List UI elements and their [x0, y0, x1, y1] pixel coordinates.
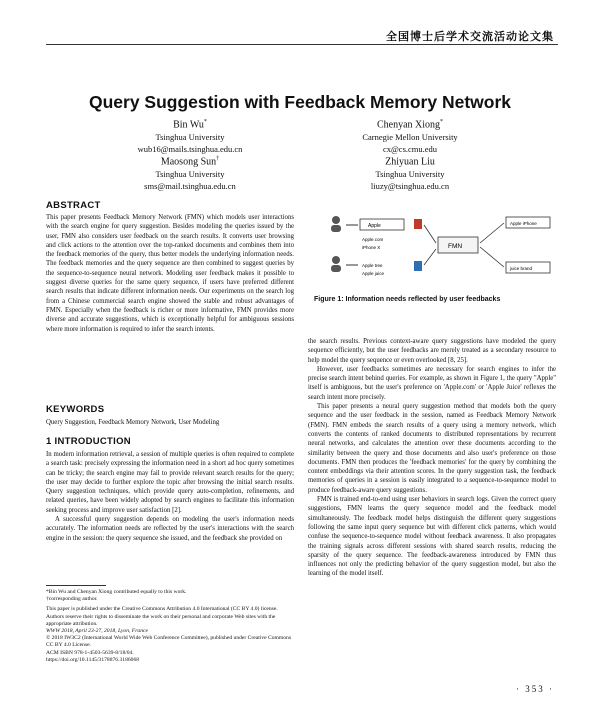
- author-name: Chenyan Xiong: [376, 119, 441, 131]
- author-block-4: [310, 153, 510, 192]
- footnote-2: †corresponding author.: [46, 596, 98, 603]
- doi-link: https://doi.org/10.1145/3178876.3186068: [46, 656, 140, 663]
- author-affiliation: Tsinghua University: [155, 169, 225, 180]
- doc-label: Apple juice: [362, 271, 385, 276]
- footnote-rule: [46, 585, 106, 586]
- fmn-box: [438, 237, 478, 253]
- right-paragraph-2: However, user feedbacks sometimes are necessary for search engines to infer the precise search intent behind queries. For example, as shown in Figure 1, the query "Apple" itself is ambiguous, but the user's preference on 'Apple.com' or 'Apple Juice' reflexes the search intent more precisely.: [308, 365, 556, 401]
- page-number: · 353 ·: [516, 684, 554, 694]
- venue-note: WWW 2018, April 23-27, 2018, Lyon, France: [46, 628, 148, 635]
- license-note: This paper is published under the Creative Commons Attribution 4.0 International (CC BY 4.0) license. Authors reserve their rights to disseminate the work on their personal and corporate Web sites with the appropriate attribution.: [46, 606, 278, 627]
- header-rule: [46, 44, 558, 45]
- intro-text: [46, 450, 294, 543]
- running-header: 全国博士后学术交流活动论文集: [386, 30, 554, 43]
- doc-label: Apple tree: [362, 263, 383, 268]
- user-icon: [331, 216, 341, 232]
- figure-1-diagram: [314, 205, 554, 285]
- right-paragraph-1: the search results. Previous context-aware query suggestions have modeled the query sequence efficiently, but the user feedbacks are merely treated as a secondary resource to help model the query sequence or even overlooked [8, 25].: [308, 338, 556, 364]
- arrow: [480, 247, 504, 267]
- doc-label: Apple.com: [362, 237, 384, 242]
- author-affiliation: Tsinghua University: [155, 132, 225, 143]
- author-block-1: [90, 116, 290, 155]
- acm-isbn: ACM ISBN 978-1-4503-5639-8/18/04.: [46, 649, 134, 656]
- right-paragraph-4: FMN is trained end-to-end using user behaviors in search logs. Given the correct query suggestions, FMN learns the query sequence model and the feedback model simultaneously. The feedback model helps distinguish the different query suggestions following the same input query sequence but with different click patterns, which would confuse the sequence-to-sequence model without feedback awareness. It also propagates the training signals across different sessions with shared search results, reducing the sparsity of the query sequence. The feedback-awareness introduced by FMN thus influences not only the predicting behavior of the query suggestion model, but also the learning of the model itself.: [308, 496, 556, 578]
- copyright-note: © 2018 IW3C2 (International World Wide Web Conference Committee), published under Creative Commons CC BY 4.0 License.: [46, 635, 291, 649]
- query-box: [360, 219, 404, 230]
- abstract-heading: ABSTRACT: [46, 200, 101, 211]
- author-mark: †: [216, 156, 220, 162]
- author-email: cx@cs.cmu.edu: [382, 144, 438, 155]
- right-column-text: [308, 337, 556, 579]
- author-name: Bin Wu: [173, 119, 204, 131]
- author-block-3: [90, 153, 290, 192]
- paper-title: Query Suggestion with Feedback Memory Network: [88, 92, 512, 112]
- author-name: Maosong Sun: [160, 156, 217, 168]
- author-affiliation: Tsinghua University: [375, 169, 445, 180]
- arrow: [480, 223, 504, 243]
- keywords-heading: KEYWORDS: [46, 404, 105, 415]
- output-label: Apple iPhone: [510, 221, 537, 226]
- blue-marker: [414, 261, 422, 271]
- user-icon: [331, 256, 341, 272]
- red-marker: [414, 219, 422, 229]
- author-name: Zhiyuan Liu: [385, 156, 435, 168]
- doc-label: iPhone X: [362, 245, 381, 250]
- author-email: wub16@mails.tsinghua.edu.cn: [137, 144, 243, 155]
- author-mark: *: [440, 119, 444, 125]
- intro-heading: 1 INTRODUCTION: [46, 436, 131, 447]
- intro-paragraph-1: In modern information retrieval, a session of multiple queries is often required to complete a search task: precisely expressing the information need in a short ad hoc query sometimes can be tricky; the search engine may fail to provide relevant search results for the query; the user may decide to further explore the topic after browsing the initial search results. Query suggestion techniques, which provide query auto-completion, refinements, and related queries, have been widely adopted by search engines to facilitate this information seeking process and improve user satisfaction [2].: [46, 451, 294, 514]
- author-email: liuzy@tsinghua.edu.cn: [370, 181, 450, 192]
- intro-paragraph-2: A successful query suggestion depends on modeling the user's information needs accurately. The information needs are reflected by the user's interactions with the search engine in the session: the query sequence she issued, and the feedback she provided on: [46, 516, 294, 542]
- keywords-text: Query Suggestion, Feedback Memory Network, User Modeling: [46, 419, 220, 426]
- footnotes: [46, 589, 294, 664]
- output-box-1: [506, 217, 550, 228]
- author-block-2: [310, 116, 510, 155]
- abstract-paragraph: This paper presents Feedback Memory Network (FMN) which models user interactions with the search engine for query suggestion. Besides modeling the queries issued by the user, FMN also considers user feedback on the search results. It converts user browsing and click actions to the attention over the top-ranked documents and combines them into the feedback memories of the query, thus better models the underlying information needs. The feedback memories and the query sequence are then combined to suggest queries by the sequence-to-sequence neural network. Modeling user feedback makes it possible to suggest diverse queries for the same query sequence, if users have preferred different search results that indicate different information needs. Our experiments on the search log from a Chinese commercial search engine showed the stable and robust advantages of FMN. Especially when the feedback is richer or more informative, FMN provides more diverse and accurate suggestions, which is exceptionally helpful for ambiguous sessions where more information is required to infer the search intents.: [46, 214, 294, 333]
- query-label: Apple: [368, 223, 381, 229]
- model-label: FMN: [448, 243, 463, 250]
- footnote-1: *Bin Wu and Chenyan Xiong contributed equally to this work.: [46, 589, 187, 595]
- figure-caption: Figure 1: Information needs reflected by user feedbacks: [314, 296, 501, 303]
- output-label: juice brand: [510, 266, 533, 271]
- right-paragraph-3: This paper presents a neural query suggestion method that models both the query sequence and the user feedback in the session, named as Feedback Memory Network (FMN). FMN embeds the search results of a query using a memory network, which converts the contents of ranked documents to distributed representations by recurrent neural networks, and calculates the attention over these documents according to the similarity between the query and those documents and also user's preference on those documents. FMN then produces the 'feedback memories' for the query by combining the content embeddings via their attention scores. In the query suggestion task, the feedback memories of queries in a session is easily integrated to a sequence-to-sequence model to produce feedback-aware query suggestions.: [308, 403, 556, 494]
- abstract-text: [46, 213, 294, 334]
- output-box-2: [506, 262, 550, 273]
- arrow: [424, 225, 436, 243]
- author-affiliation: Carnegie Mellon University: [362, 132, 458, 143]
- arrow: [424, 249, 436, 265]
- author-email: sms@mail.tsinghua.edu.cn: [144, 181, 236, 192]
- author-mark: *: [203, 119, 207, 125]
